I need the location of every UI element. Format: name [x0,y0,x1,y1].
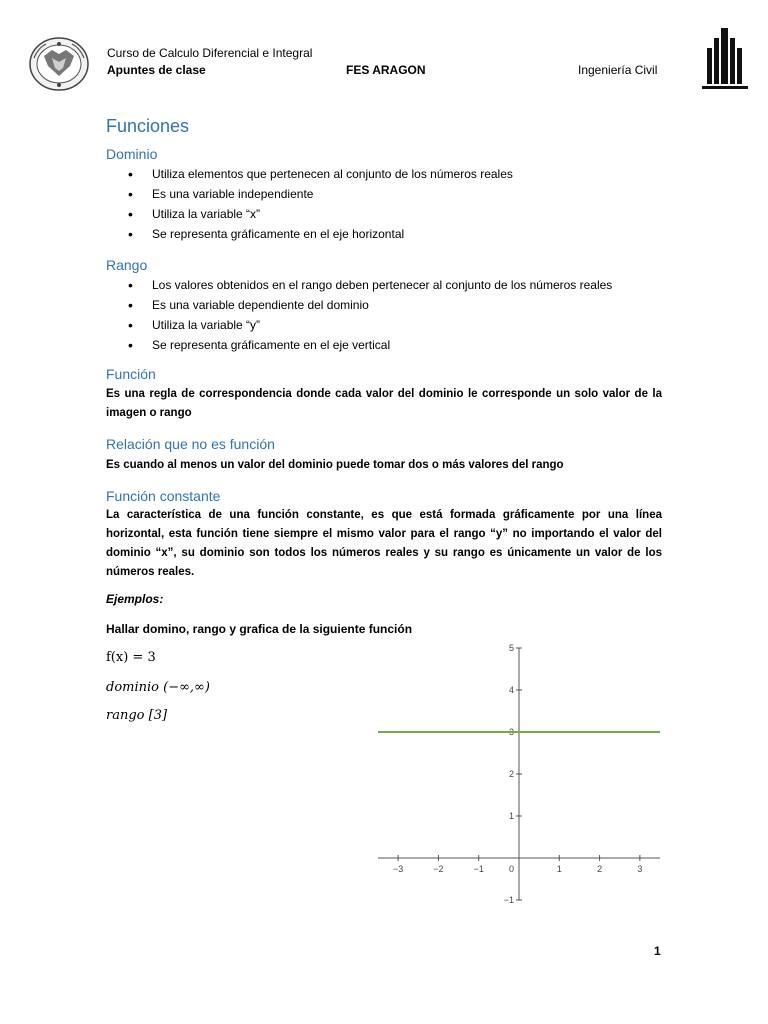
function-definition: f(x) = 3 [106,650,156,665]
x-tick-label: −2 [433,864,444,874]
section-heading-funcion: Función [106,366,156,382]
x-tick-label: 3 [637,864,643,874]
list-item: • Se representa gráficamente en el eje vertical [128,335,612,355]
y-tick-label: 3 [508,727,514,737]
dominio-list [128,164,513,244]
x-tick-label: 2 [597,864,603,874]
page-title: Funciones [106,116,190,136]
examples-label: Ejemplos: [106,592,164,606]
unam-seal-logo [28,36,90,92]
constante-text: La característica de una función constante, es que está formada gráficamente por una línea horizontal, esta función tiene siempre el mismo valor para el rango “y” no importando el valor del dominio “x”, su dominio son todos los números reales y su rango es únicamente un valor de los números reales. [106,509,662,578]
list-item: • Es una variable independiente [128,184,513,204]
funcion-text: Es una regla de correspondencia donde cada valor del dominio le corresponde un solo valor de la imagen o rango [106,388,662,419]
y-tick-label: 5 [508,643,514,653]
header-program: Ingeniería Civil [578,63,658,77]
range-answer: rango [3] [106,708,168,723]
fes-aragon-logo [700,26,750,90]
x-tick-label: 1 [556,864,562,874]
x-tick-label: −3 [393,864,404,874]
example-prompt: Hallar domino, rango y grafica de la siguiente función [106,622,413,636]
list-item: • Los valores obtenidos en el rango deben pertenecer al conjunto de los números reales [128,275,612,295]
page-number: 1 [654,944,661,958]
y-tick-label: 1 [508,811,514,821]
constant-function-graph [374,640,664,908]
section-heading-constante: Función constante [106,488,221,504]
rango-list [128,275,612,355]
x-tick-label: 0 [508,864,514,874]
list-item: • Utiliza elementos que pertenecen al conjunto de los números reales [128,164,513,184]
y-tick-label: 2 [508,769,514,779]
domain-answer: dominio (−∞,∞) [106,680,210,695]
list-item: • Utiliza la variable “x” [128,204,513,224]
section-heading-relacion: Relación que no es función [106,436,275,452]
header-notes: Apuntes de clase [107,63,206,77]
list-item: • Se representa gráficamente en el eje horizontal [128,224,513,244]
section-heading-dominio: Dominio [106,146,158,162]
y-tick-label: −1 [503,895,514,905]
list-item: • Utiliza la variable “y” [128,315,612,335]
y-tick-label: 4 [508,685,514,695]
header-school: FES ARAGON [346,63,426,77]
list-item: • Es una variable dependiente del dominio [128,295,612,315]
x-tick-label: −1 [473,864,484,874]
header-course: Curso de Calculo Diferencial e Integral [107,46,313,60]
relacion-text: Es cuando al menos un valor del dominio puede tomar dos o más valores del rango [106,459,564,471]
section-heading-rango: Rango [106,257,148,273]
